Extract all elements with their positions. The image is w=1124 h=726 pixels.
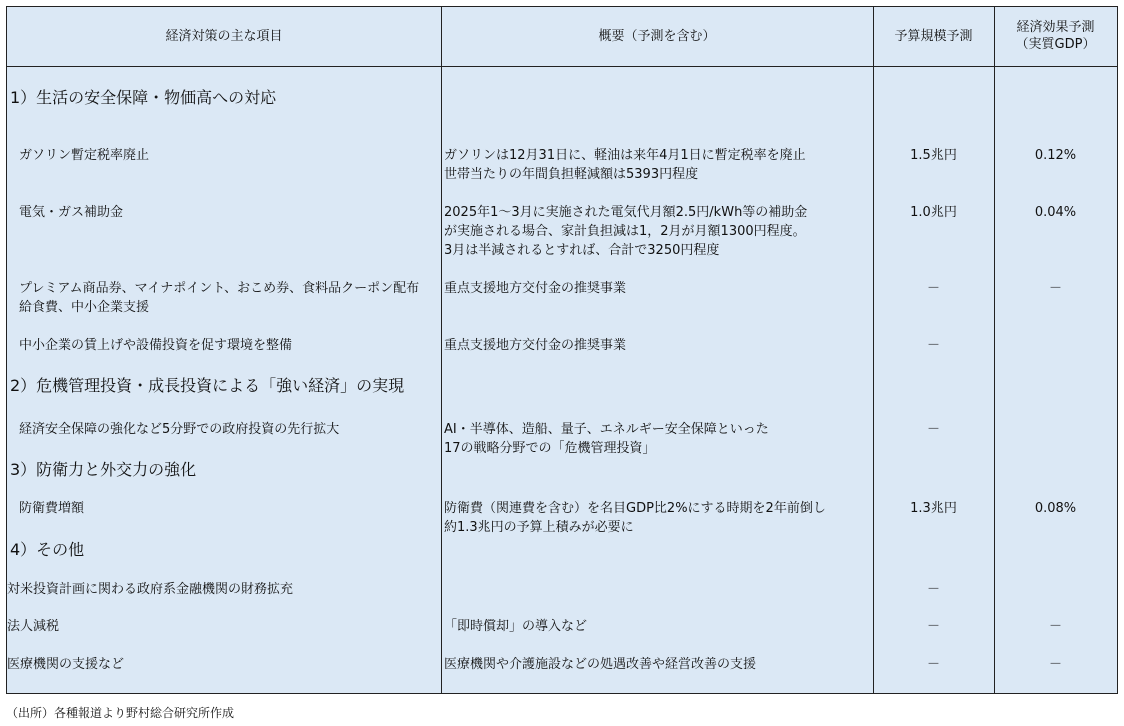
row-budget: －: [926, 619, 940, 634]
section-title: 4）その他: [10, 540, 85, 559]
header-budget: 予算規模予測: [894, 29, 973, 44]
row-item: 医療機関の支援など: [7, 657, 125, 672]
row-summary-line: 2025年1～3月に実施された電気代月額2.5円/kWh等の補助金: [444, 205, 808, 220]
row-budget: －: [926, 422, 940, 437]
row-summary-line: 医療機関や介護施設などの処遇改善や経営改善の支援: [444, 657, 757, 672]
row-summary-line: が実施される場合、家計負担減は1，2月が月額1300円程度。: [444, 224, 806, 239]
row-summary-line: 3月は半減されるとすれば、合計で3250円程度: [444, 243, 720, 258]
row-effect: －: [1048, 657, 1062, 672]
row-budget: 1.5兆円: [910, 148, 957, 163]
row-summary-line: 約1.3兆円の予算上積みが必要に: [444, 520, 634, 535]
header-item: 経済対策の主な項目: [165, 29, 283, 44]
row-effect: 0.12%: [1034, 148, 1077, 163]
row-summary-line: 世帯当たりの年間負担軽減額は5393円程度: [444, 167, 699, 182]
row-summary-line: 重点支援地方交付金の推奨事業: [444, 281, 627, 296]
row-item: 対米投資計画に関わる政府系金融機関の財務拡充: [7, 582, 294, 597]
row-budget: 1.0兆円: [910, 205, 957, 220]
header-summary: 概要（予測を含む）: [598, 29, 716, 44]
row-budget: －: [926, 281, 940, 296]
row-budget: －: [926, 657, 940, 672]
column-divider: [441, 7, 442, 693]
header-effect-line2: （実質GDP）: [1015, 37, 1096, 52]
row-budget: －: [926, 338, 940, 353]
section-title: 3）防衛力と外交力の強化: [10, 460, 197, 479]
row-summary-line: 17の戦略分野での「危機管理投資」: [444, 441, 656, 456]
policy-table: [6, 6, 1118, 694]
row-item: 防衛費増額: [19, 501, 85, 516]
row-item: 法人減税: [7, 619, 60, 634]
row-item-line: 給食費、中小企業支援: [19, 300, 150, 315]
row-summary-line: 防衛費（関連費を含む）を名目GDP比2%にする時期を2年前倒し: [444, 501, 826, 516]
row-item: 中小企業の賃上げや設備投資を促す環境を整備: [19, 338, 293, 353]
row-summary-line: 「即時償却」の導入など: [444, 619, 588, 634]
row-item: 経済安全保障の強化など5分野での政府投資の先行拡大: [19, 422, 340, 437]
section-title: 2）危機管理投資・成長投資による「強い経済」の実現: [10, 376, 405, 395]
row-summary-line: ガソリンは12月31日に、軽油は来年4月1日に暫定税率を廃止: [444, 148, 806, 163]
row-summary-line: 重点支援地方交付金の推奨事業: [444, 338, 627, 353]
row-item: 電気・ガス補助金: [19, 205, 124, 220]
source-note: （出所）各種報道より野村総合研究所作成: [6, 706, 235, 720]
row-item-line: プレミアム商品券、マイナポイント、おこめ券、食料品クーポン配布: [19, 281, 420, 296]
row-budget: －: [926, 582, 940, 597]
column-divider: [994, 7, 995, 693]
header-effect-line1: 経済効果予測: [1016, 20, 1095, 35]
row-summary-line: AI・半導体、造船、量子、エネルギー安全保障といった: [444, 422, 769, 437]
row-effect: 0.08%: [1034, 501, 1077, 516]
row-effect: －: [1048, 619, 1062, 634]
row-effect: －: [1048, 281, 1062, 296]
row-item: ガソリン暫定税率廃止: [19, 148, 150, 163]
row-budget: 1.3兆円: [910, 501, 957, 516]
section-title: 1）生活の安全保障・物価高への対応: [10, 88, 277, 107]
row-effect: 0.04%: [1034, 205, 1077, 220]
